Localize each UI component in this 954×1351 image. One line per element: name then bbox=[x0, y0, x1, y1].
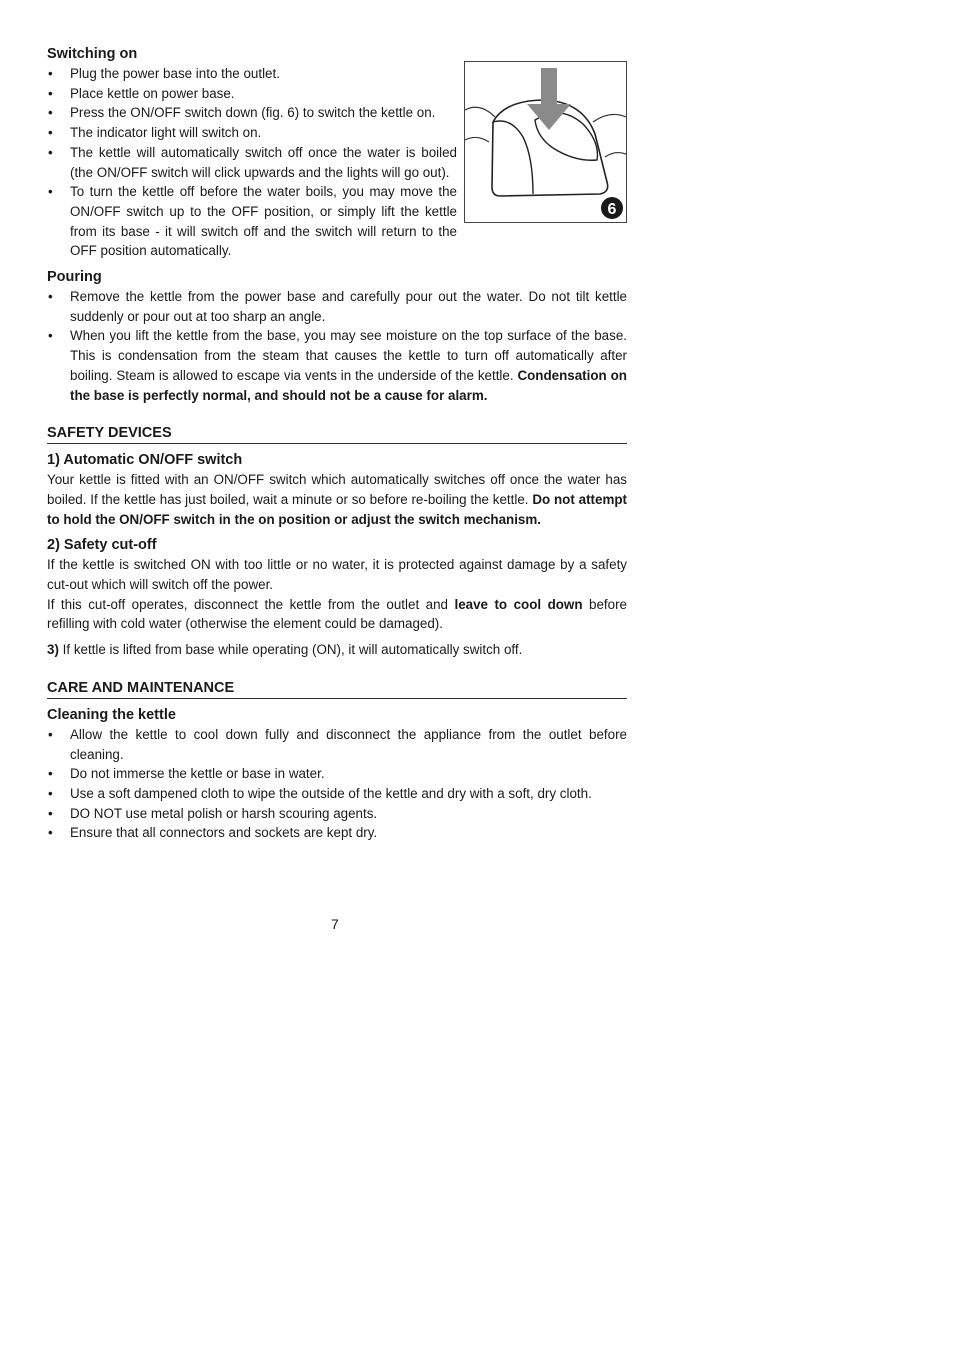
list-item bbox=[47, 326, 627, 405]
safety-cutoff-heading: 2) Safety cut-off bbox=[47, 537, 157, 554]
safety-devices-title: SAFETY DEVICES bbox=[47, 423, 627, 444]
lift-off-text: If kettle is lifted from base while operating (ON), it will automatically switch off. bbox=[62, 642, 523, 658]
page-number: 7 bbox=[331, 916, 339, 932]
switching-on-heading: Switching on bbox=[47, 46, 138, 62]
cutoff-cool-down: leave to cool down bbox=[454, 596, 583, 612]
switching-on-list bbox=[47, 64, 457, 261]
cutoff-text-a: If this cut-off operates, disconnect the kettle from the outlet and bbox=[47, 596, 448, 612]
list-item: • The kettle will automatically switch off once the water is boiled (the ON/OFF switch will click upwards and the lights will go out). bbox=[47, 143, 457, 182]
pouring-condensation-text: When you lift the kettle from the base, you may see moisture on the top surface of the base. This is condensation from the steam that causes the kettle to turn off automatically after boiling. Steam is allowed to escape via vents in the underside of the kettle. bbox=[70, 328, 627, 383]
safety-cutoff-paragraph-2 bbox=[47, 595, 627, 634]
list-item: • Ensure that all connectors and sockets are kept dry. bbox=[47, 823, 627, 843]
list-item: • Place kettle on power base. bbox=[47, 84, 457, 104]
list-item: • Allow the kettle to cool down fully and disconnect the appliance from the outlet before cleaning. bbox=[47, 725, 627, 764]
list-item: • The indicator light will switch on. bbox=[47, 123, 457, 143]
manual-page-content bbox=[47, 44, 627, 843]
figure-number: 6 bbox=[607, 201, 617, 218]
list-item: • Do not immerse the kettle or base in water. bbox=[47, 764, 627, 784]
lift-off-label: 3) bbox=[47, 642, 59, 658]
list-item: • Press the ON/OFF switch down (fig. 6) to switch the kettle on. bbox=[47, 103, 457, 123]
safety-cutoff-paragraph-1: If the kettle is switched ON with too little or no water, it is protected against damage by a safety cut-out which will switch off the power. bbox=[47, 557, 627, 593]
automatic-switch-heading: 1) Automatic ON/OFF switch bbox=[47, 452, 243, 469]
pouring-condensation-note: Condensation on the base is perfectly normal, and should not be a cause for alarm. bbox=[70, 367, 627, 403]
cleaning-list bbox=[47, 725, 627, 843]
list-item: • Remove the kettle from the power base and carefully pour out the water. Do not tilt kettle suddenly or pour out at too sharp an angle. bbox=[47, 287, 627, 326]
cleaning-heading: Cleaning the kettle bbox=[47, 706, 176, 723]
list-item: • Plug the power base into the outlet. bbox=[47, 64, 457, 84]
pouring-list bbox=[47, 287, 627, 405]
pouring-heading: Pouring bbox=[47, 269, 102, 286]
care-maintenance-title: CARE AND MAINTENANCE bbox=[47, 678, 627, 699]
list-item: • DO NOT use metal polish or harsh scouring agents. bbox=[47, 804, 627, 824]
cutoff-text-b: before refilling with cold water (otherwise the element could be damaged). bbox=[47, 596, 627, 632]
list-item: • Use a soft dampened cloth to wipe the outside of the kettle and dry with a soft, dry cloth. bbox=[47, 784, 627, 804]
automatic-switch-text: Your kettle is fitted with an ON/OFF switch which automatically switches off once the water has boiled. If the kettle has just boiled, wait a minute or so before re-boiling the kettle. bbox=[47, 472, 627, 507]
lift-off-note bbox=[47, 640, 627, 660]
list-item: • To turn the kettle off before the water boils, you may move the ON/OFF switch up to the OFF position, or simply lift the kettle from its base - it will switch off and the switch will return to the OFF position automatically. bbox=[47, 182, 457, 261]
automatic-switch-warning: Do not attempt to hold the ON/OFF switch in the on position or adjust the switch mechanism. bbox=[47, 491, 627, 527]
automatic-switch-paragraph bbox=[47, 470, 627, 529]
